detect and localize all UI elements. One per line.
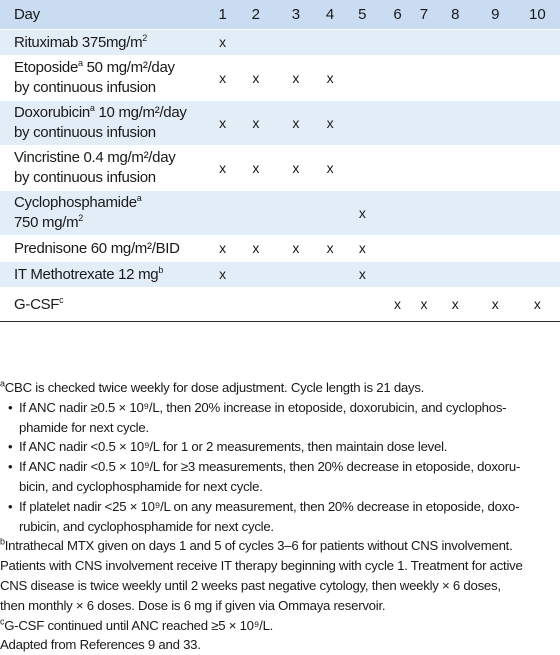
header-day-3: 3 bbox=[274, 0, 317, 30]
day-4-cell bbox=[317, 191, 342, 236]
footnote-b-marker: b bbox=[0, 536, 5, 547]
day-1-cell bbox=[208, 146, 237, 191]
day-5-cell bbox=[343, 262, 382, 288]
day-7-cell bbox=[413, 30, 435, 56]
day-8-cell bbox=[435, 146, 476, 191]
header-day-7: 7 bbox=[413, 0, 435, 30]
dose-mark: x bbox=[394, 296, 401, 312]
day-9-cell bbox=[476, 101, 515, 146]
day-6-cell bbox=[382, 262, 413, 288]
footnote-bullet-text: bicin, and cyclophosphamide for next cycle. bbox=[19, 478, 263, 494]
day-6-cell bbox=[382, 236, 413, 262]
bullet-icon: • bbox=[8, 399, 13, 415]
day-5-cell bbox=[343, 146, 382, 191]
dose-mark: x bbox=[252, 69, 260, 86]
day-10-cell bbox=[515, 56, 560, 101]
header-day-8: 8 bbox=[435, 0, 476, 30]
bullet-icon: • bbox=[8, 459, 13, 475]
dose-mark: x bbox=[219, 266, 227, 282]
footnote-bullet-text: If ANC nadir ≥0.5 × 10⁹/L, then 20% increase in etoposide, doxorubicin, and cyclophos- bbox=[19, 399, 507, 415]
day-7-cell bbox=[413, 56, 435, 101]
day-8-cell bbox=[435, 191, 476, 236]
day-3-cell bbox=[274, 101, 317, 146]
day-7-cell bbox=[413, 236, 435, 262]
header-day-6: 6 bbox=[382, 0, 413, 30]
day-6-cell bbox=[382, 30, 413, 56]
day-8-cell bbox=[435, 236, 476, 262]
footnote-bullet bbox=[0, 457, 560, 477]
drug-name: Rituximab 375mg/m bbox=[14, 33, 143, 51]
day-10-cell bbox=[515, 146, 560, 191]
day-2-cell bbox=[237, 191, 274, 236]
footnote-b bbox=[0, 596, 560, 616]
day-3-cell bbox=[274, 236, 317, 262]
day-4-cell bbox=[317, 30, 342, 56]
dose-mark: x bbox=[420, 296, 428, 312]
drug-superscript: b bbox=[158, 264, 164, 275]
header-day-1: 1 bbox=[208, 0, 237, 30]
drug-detail: 750 mg/m bbox=[14, 214, 79, 231]
day-1-cell bbox=[208, 262, 237, 288]
dose-mark: x bbox=[491, 296, 499, 312]
dose-mark: x bbox=[326, 159, 334, 176]
dose-mark: x bbox=[292, 114, 300, 131]
drug-superscript: a bbox=[136, 193, 142, 203]
header-day-label: Day bbox=[0, 0, 208, 30]
footnote-bullet-text: phamide for next cycle. bbox=[19, 419, 149, 435]
day-8-cell bbox=[435, 30, 476, 56]
dose-mark: x bbox=[451, 296, 459, 312]
drug-superscript: c bbox=[59, 294, 64, 305]
day-4-cell bbox=[317, 288, 342, 322]
bullet-icon: • bbox=[8, 498, 13, 514]
day-1-cell bbox=[208, 191, 237, 236]
table-row bbox=[0, 146, 560, 191]
dose-mark: x bbox=[219, 34, 227, 50]
day-3-cell bbox=[274, 262, 317, 288]
day-10-cell bbox=[515, 191, 560, 236]
footnote-b-line: Patients with CNS involvement receive IT therapy beginning with cycle 1. Treatment for active bbox=[0, 558, 523, 574]
drug-superscript: 2 bbox=[78, 213, 84, 223]
day-2-cell bbox=[237, 56, 274, 101]
day-1-cell bbox=[208, 30, 237, 56]
footnote-c-marker: c bbox=[0, 616, 5, 627]
footnote-b bbox=[0, 556, 560, 576]
footnote-c-text: G-CSF continued until ANC reached ≥5 × 10⁹/L. bbox=[4, 617, 274, 633]
header-day-2: 2 bbox=[237, 0, 274, 30]
day-8-cell bbox=[435, 262, 476, 288]
day-6-cell bbox=[382, 288, 413, 322]
day-2-cell bbox=[237, 146, 274, 191]
day-5-cell bbox=[343, 30, 382, 56]
table-row bbox=[0, 191, 560, 236]
drug-cell bbox=[0, 146, 208, 191]
drug-name: Cyclophosphamide bbox=[14, 194, 137, 211]
table-header-row bbox=[0, 0, 560, 30]
table-row bbox=[0, 101, 560, 146]
day-9-cell bbox=[476, 146, 515, 191]
day-1-cell bbox=[208, 56, 237, 101]
header-day-10: 10 bbox=[515, 0, 560, 30]
drug-detail: by continuous infusion bbox=[14, 79, 156, 96]
day-4-cell bbox=[317, 262, 342, 288]
day-3-cell bbox=[274, 191, 317, 236]
footnote-b-line: CNS disease is twice weekly until 2 weeks past negative cytology, then weekly × 6 doses, bbox=[0, 577, 501, 593]
dose-mark: x bbox=[292, 159, 300, 176]
day-5-cell bbox=[343, 191, 382, 236]
day-9-cell bbox=[476, 236, 515, 262]
dose-mark: x bbox=[358, 204, 366, 221]
footnote-bullet-text: If ANC nadir <0.5 × 10⁹/L for 1 or 2 measurements, then maintain dose level. bbox=[19, 439, 448, 455]
day-4-cell bbox=[317, 146, 342, 191]
day-8-cell bbox=[435, 56, 476, 101]
dose-mark: x bbox=[533, 296, 541, 312]
drug-superscript: a bbox=[78, 58, 83, 68]
day-7-cell bbox=[413, 146, 435, 191]
table-row bbox=[0, 236, 560, 262]
footnote-b bbox=[0, 536, 560, 556]
footnote-b-line: then monthly × 6 doses. Dose is 6 mg if given via Ommaya reservoir. bbox=[0, 597, 386, 613]
footnote-a-text: CBC is checked twice weekly for dose adjustment. Cycle length is 21 days. bbox=[4, 380, 425, 395]
drug-dose: 10 mg/m²/day bbox=[94, 104, 187, 121]
day-4-cell bbox=[317, 101, 342, 146]
footnote-bullet bbox=[0, 437, 560, 457]
day-3-cell bbox=[274, 288, 317, 322]
day-1-cell bbox=[208, 236, 237, 262]
day-2-cell bbox=[237, 262, 274, 288]
day-4-cell bbox=[317, 236, 342, 262]
drug-superscript: 2 bbox=[142, 32, 148, 43]
day-9-cell bbox=[476, 191, 515, 236]
day-2-cell bbox=[237, 101, 274, 146]
dose-mark: x bbox=[252, 159, 260, 176]
day-10-cell bbox=[515, 288, 560, 322]
footnote-a-marker: a bbox=[0, 378, 5, 389]
day-8-cell bbox=[435, 288, 476, 322]
footnote-a bbox=[0, 378, 560, 398]
header-day-9: 9 bbox=[476, 0, 515, 30]
adapted-from: Adapted from References 9 and 33. bbox=[0, 637, 201, 653]
day-9-cell bbox=[476, 56, 515, 101]
drug-name: Vincristine 0.4 mg/m²/day bbox=[14, 149, 176, 166]
drug-name: Prednisone 60 mg/m²/BID bbox=[14, 239, 180, 257]
footnote-bullet-text: rubicin, and cyclophosphamide for next cycle. bbox=[19, 518, 274, 534]
footnote-bullet-text: If ANC nadir <0.5 × 10⁹/L for ≥3 measurements, then 20% decrease in etoposide, doxoru- bbox=[19, 459, 521, 475]
day-1-cell bbox=[208, 101, 237, 146]
dose-mark: x bbox=[252, 240, 260, 256]
drug-cell bbox=[0, 288, 208, 322]
day-5-cell bbox=[343, 236, 382, 262]
day-5-cell bbox=[343, 101, 382, 146]
header-day-4: 4 bbox=[317, 0, 342, 30]
drug-name: Etoposide bbox=[14, 59, 79, 76]
footnote-b bbox=[0, 576, 560, 596]
day-3-cell bbox=[274, 30, 317, 56]
drug-detail: by continuous infusion bbox=[14, 169, 156, 186]
dose-mark: x bbox=[219, 69, 227, 86]
footnote-bullet bbox=[0, 477, 560, 497]
day-6-cell bbox=[382, 146, 413, 191]
drug-name: Doxorubicin bbox=[14, 104, 90, 121]
dose-mark: x bbox=[219, 159, 227, 176]
dose-mark: x bbox=[292, 69, 300, 86]
drug-name: G-CSF bbox=[14, 295, 60, 313]
day-5-cell bbox=[343, 56, 382, 101]
day-9-cell bbox=[476, 288, 515, 322]
day-2-cell bbox=[237, 30, 274, 56]
drug-dose: 50 mg/m²/day bbox=[82, 59, 175, 76]
table-row bbox=[0, 56, 560, 101]
dose-mark: x bbox=[358, 266, 366, 282]
footnote-b-line: Intrathecal MTX given on days 1 and 5 of cycles 3–6 for patients without CNS involvement. bbox=[4, 538, 513, 554]
dose-mark: x bbox=[326, 69, 334, 86]
drug-cell bbox=[0, 56, 208, 101]
drug-cell bbox=[0, 101, 208, 146]
dose-mark: x bbox=[219, 240, 227, 256]
dose-mark: x bbox=[326, 114, 334, 131]
header-day-5: 5 bbox=[343, 0, 382, 30]
day-6-cell bbox=[382, 56, 413, 101]
drug-name: IT Methotrexate 12 mg bbox=[14, 265, 159, 283]
day-9-cell bbox=[476, 262, 515, 288]
footnote-a-bullets bbox=[0, 398, 560, 537]
footnote-bullet bbox=[0, 418, 560, 438]
drug-detail: by continuous infusion bbox=[14, 124, 156, 141]
footnote-bullet bbox=[0, 517, 560, 537]
day-6-cell bbox=[382, 101, 413, 146]
day-10-cell bbox=[515, 101, 560, 146]
dose-mark: x bbox=[292, 240, 300, 256]
footnote-bullet bbox=[0, 497, 560, 517]
day-8-cell bbox=[435, 101, 476, 146]
dose-mark: x bbox=[219, 114, 227, 131]
table-row bbox=[0, 288, 560, 322]
dose-mark: x bbox=[358, 240, 366, 256]
regimen-table bbox=[0, 0, 560, 322]
dose-mark: x bbox=[326, 240, 334, 256]
day-7-cell bbox=[413, 262, 435, 288]
day-3-cell bbox=[274, 56, 317, 101]
drug-cell bbox=[0, 191, 208, 236]
day-4-cell bbox=[317, 56, 342, 101]
table-row bbox=[0, 262, 560, 288]
day-7-cell bbox=[413, 101, 435, 146]
drug-cell bbox=[0, 30, 208, 56]
footnotes bbox=[0, 378, 560, 655]
day-3-cell bbox=[274, 146, 317, 191]
day-5-cell bbox=[343, 288, 382, 322]
drug-superscript: a bbox=[89, 103, 95, 113]
day-10-cell bbox=[515, 236, 560, 262]
day-7-cell bbox=[413, 191, 435, 236]
day-6-cell bbox=[382, 191, 413, 236]
footnote-c bbox=[0, 616, 560, 636]
footnote-bullet-text: If platelet nadir <25 × 10⁹/L on any measurement, then 20% decrease in etoposide, doxo- bbox=[19, 498, 520, 514]
day-9-cell bbox=[476, 30, 515, 56]
day-2-cell bbox=[237, 236, 274, 262]
day-2-cell bbox=[237, 288, 274, 322]
drug-cell bbox=[0, 262, 208, 288]
day-1-cell bbox=[208, 288, 237, 322]
day-10-cell bbox=[515, 30, 560, 56]
bullet-icon: • bbox=[8, 439, 13, 455]
table-row bbox=[0, 30, 560, 56]
day-10-cell bbox=[515, 262, 560, 288]
drug-cell bbox=[0, 236, 208, 262]
dose-mark: x bbox=[252, 114, 260, 131]
day-7-cell bbox=[413, 288, 435, 322]
footnote-bullet bbox=[0, 398, 560, 418]
